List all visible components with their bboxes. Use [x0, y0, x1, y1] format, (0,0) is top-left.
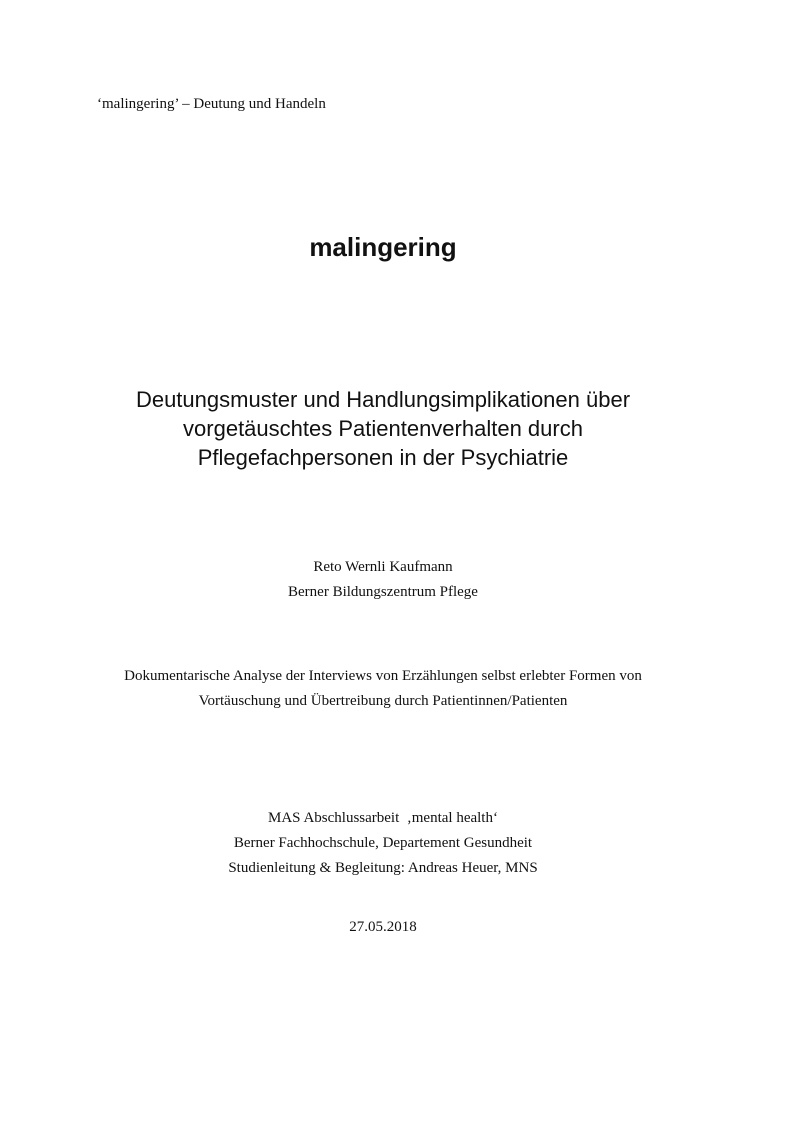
author-block [0, 555, 766, 605]
author-name: Reto Wernli Kaufmann [313, 559, 453, 575]
subtitle-line: Deutungsmuster und Handlungsimplikationen über [135, 387, 631, 412]
running-header: ‘malingering’ – Deutung und Handeln [97, 96, 326, 112]
thesis-info [0, 806, 766, 881]
thesis-supervision: Studienleitung & Begleitung: Andreas Heuer, MNS [228, 860, 538, 876]
analysis-line: Vortäuschung und Übertreibung durch Patientinnen/Patienten [198, 693, 568, 709]
subtitle-line: vorgetäuschtes Patientenverhalten durch [183, 416, 583, 441]
document-subtitle [0, 385, 766, 472]
analysis-description [0, 664, 766, 714]
thesis-type: MAS Abschlussarbeit ‚mental health‘ [268, 810, 498, 826]
thesis-school: Berner Fachhochschule, Departement Gesundheit [233, 835, 533, 851]
author-institution: Berner Bildungszentrum Pflege [288, 584, 478, 600]
document-date: 27.05.2018 [349, 919, 417, 935]
document-title: malingering [309, 232, 457, 262]
subtitle-line: Pflegefachpersonen in der Psychiatrie [197, 445, 569, 470]
analysis-line: Dokumentarische Analyse der Interviews von Erzählungen selbst erlebter Formen von [124, 668, 642, 684]
